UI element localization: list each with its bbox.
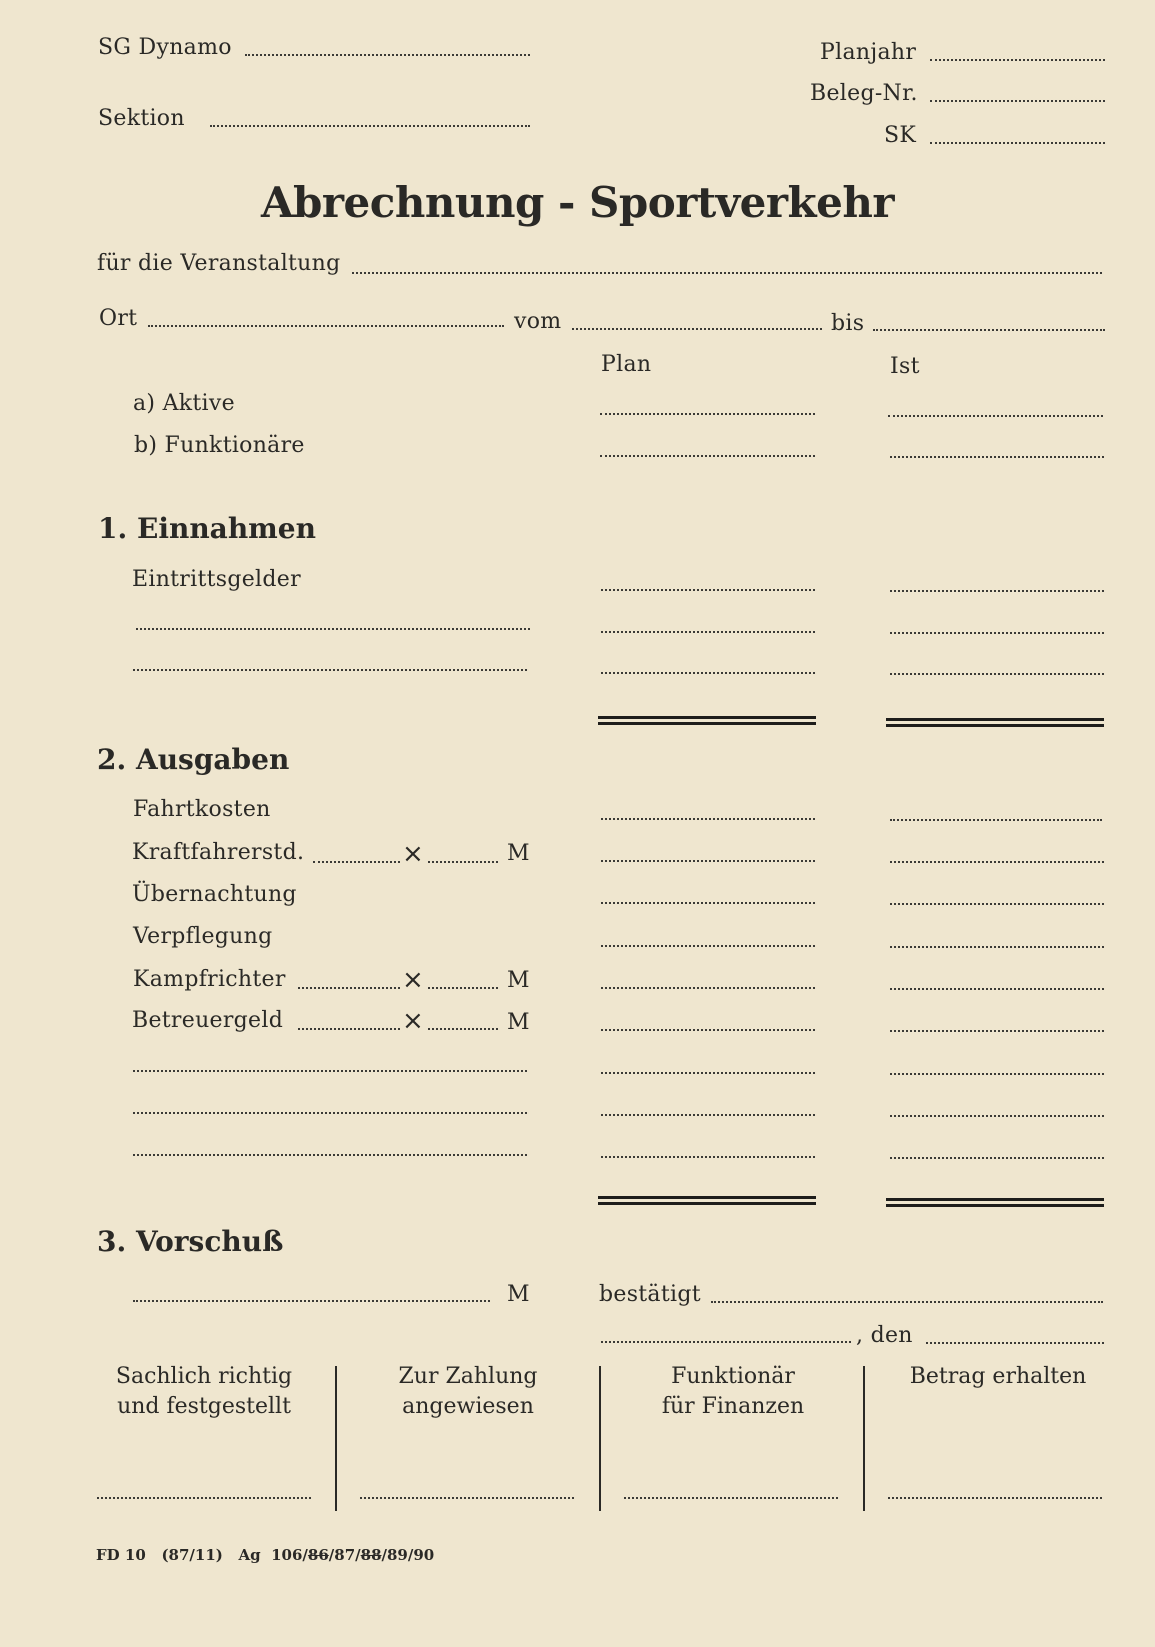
kampfrichter-label: Kampfrichter	[133, 967, 286, 992]
betrag-erhalten-line-1: Betrag erhalten	[909, 1364, 1087, 1389]
form-number: FD 10	[96, 1546, 146, 1564]
plan-column-header: Plan	[601, 352, 652, 377]
uebernachtung-plan-field[interactable]	[601, 902, 815, 904]
einnahmen-extra-1-ist-field[interactable]	[890, 632, 1104, 634]
ausgaben-extra-3-plan-field[interactable]	[601, 1156, 815, 1158]
veranstaltung-label: für die Veranstaltung	[97, 251, 341, 276]
bestaetigt-label: bestätigt	[599, 1282, 701, 1307]
ausgaben-extra-line-2[interactable]	[133, 1112, 527, 1114]
sachlich-richtig-line-1: Sachlich richtig	[115, 1364, 293, 1389]
kraftfahrer-rate-field[interactable]	[428, 861, 498, 863]
kampfrichter-ist-field[interactable]	[890, 988, 1104, 990]
kampfrichter-count-field[interactable]	[298, 987, 400, 989]
betreuergeld-label: Betreuergeld	[132, 1008, 284, 1033]
ausgaben-extra-3-ist-field[interactable]	[890, 1157, 1104, 1159]
funktionaere-plan-field[interactable]	[600, 455, 815, 457]
sachlich-richtig-line-2: und festgestellt	[117, 1394, 291, 1419]
beleg-nr-field[interactable]	[930, 100, 1105, 102]
betrag-erhalten-label	[878, 1362, 1118, 1392]
ausgaben-ist-total-rule	[886, 1198, 1104, 1207]
sg-dynamo-label: SG Dynamo	[98, 35, 232, 60]
sektion-field[interactable]	[210, 125, 530, 127]
betrag-signature-field[interactable]	[888, 1497, 1102, 1499]
zahlung-signature-field[interactable]	[360, 1497, 574, 1499]
planjahr-field[interactable]	[930, 59, 1105, 61]
form-code	[96, 1546, 434, 1564]
multiply-icon: ×	[402, 965, 424, 995]
ag-code-struck-2: 88	[360, 1546, 382, 1564]
ausgaben-heading: 2. Ausgaben	[97, 743, 290, 776]
veranstaltung-field[interactable]	[352, 272, 1102, 274]
uebernachtung-ist-field[interactable]	[890, 903, 1104, 905]
verpflegung-ist-field[interactable]	[890, 946, 1104, 948]
kampfrichter-currency: M	[507, 968, 530, 993]
einnahmen-ist-total-rule	[886, 718, 1104, 727]
einnahmen-extra-line-2[interactable]	[133, 669, 527, 671]
funktionaer-line-2: für Finanzen	[661, 1394, 805, 1419]
einnahmen-extra-line-1[interactable]	[136, 628, 530, 630]
kraftfahrer-plan-field[interactable]	[601, 860, 815, 862]
ausgaben-extra-1-ist-field[interactable]	[890, 1073, 1104, 1075]
vom-field[interactable]	[572, 328, 822, 330]
aktive-ist-field[interactable]	[888, 415, 1103, 417]
place-field[interactable]	[601, 1341, 851, 1343]
betreuergeld-count-field[interactable]	[298, 1028, 400, 1030]
ausgaben-extra-line-1[interactable]	[133, 1070, 527, 1072]
kampfrichter-rate-field[interactable]	[428, 987, 498, 989]
aktive-plan-field[interactable]	[600, 413, 815, 415]
funktionaer-finanzen-label	[613, 1362, 853, 1422]
form-title: Abrechnung - Sportverkehr	[260, 178, 895, 227]
ag-code: 106/	[271, 1546, 308, 1564]
einnahmen-extra-2-ist-field[interactable]	[890, 673, 1104, 675]
vorschuss-heading: 3. Vorschuß	[97, 1225, 284, 1258]
beleg-nr-label: Beleg-Nr.	[810, 81, 918, 106]
kampfrichter-plan-field[interactable]	[601, 987, 815, 989]
signature-divider-1	[335, 1366, 337, 1511]
signature-divider-2	[599, 1366, 601, 1511]
ausgaben-extra-1-plan-field[interactable]	[601, 1072, 815, 1074]
eintrittsgelder-plan-field[interactable]	[601, 589, 815, 591]
sk-label: SK	[884, 123, 917, 148]
sachlich-signature-field[interactable]	[97, 1497, 311, 1499]
sachlich-richtig-label	[84, 1362, 324, 1422]
kraftfahrer-ist-field[interactable]	[890, 861, 1104, 863]
bis-label: bis	[831, 311, 865, 336]
funktionaere-label: b) Funktionäre	[134, 433, 305, 458]
zur-zahlung-line-1: Zur Zahlung	[398, 1364, 538, 1389]
aktive-label: a) Aktive	[133, 391, 235, 416]
bis-field[interactable]	[873, 329, 1105, 331]
einnahmen-plan-total-rule	[598, 716, 816, 725]
kraftfahrer-label: Kraftfahrerstd.	[132, 840, 305, 865]
sk-field[interactable]	[930, 142, 1105, 144]
ausgaben-extra-2-ist-field[interactable]	[890, 1115, 1104, 1117]
ausgaben-extra-line-3[interactable]	[133, 1154, 527, 1156]
form-edition: (87/11)	[161, 1546, 223, 1564]
eintrittsgelder-ist-field[interactable]	[890, 590, 1104, 592]
ausgaben-extra-2-plan-field[interactable]	[601, 1114, 815, 1116]
funktionaer-signature-field[interactable]	[624, 1497, 838, 1499]
fahrtkosten-ist-field[interactable]	[890, 819, 1102, 821]
sg-dynamo-field[interactable]	[245, 54, 530, 56]
multiply-icon: ×	[402, 1006, 424, 1036]
zur-zahlung-label	[348, 1362, 588, 1422]
verpflegung-label: Verpflegung	[133, 924, 273, 949]
ag-code-struck: 86	[307, 1546, 329, 1564]
einnahmen-extra-2-plan-field[interactable]	[601, 672, 815, 674]
planjahr-label: Planjahr	[820, 40, 917, 65]
kraftfahrer-hours-field[interactable]	[313, 861, 400, 863]
fahrtkosten-plan-field[interactable]	[601, 818, 815, 820]
signature-divider-3	[863, 1366, 865, 1511]
betreuergeld-plan-field[interactable]	[601, 1029, 815, 1031]
vom-label: vom	[514, 309, 562, 334]
funktionaere-ist-field[interactable]	[890, 456, 1104, 458]
zur-zahlung-line-2: angewiesen	[402, 1394, 534, 1419]
fahrtkosten-label: Fahrtkosten	[133, 797, 271, 822]
date-field[interactable]	[926, 1342, 1104, 1344]
uebernachtung-label: Übernachtung	[132, 882, 297, 907]
vorschuss-amount-field[interactable]	[133, 1300, 490, 1302]
ist-column-header: Ist	[890, 354, 920, 379]
eintrittsgelder-label: Eintrittsgelder	[132, 567, 301, 592]
vorschuss-currency: M	[507, 1282, 530, 1307]
ag-code-rest: /87/	[328, 1546, 361, 1564]
verpflegung-plan-field[interactable]	[601, 945, 815, 947]
sektion-label: Sektion	[98, 106, 185, 131]
betreuergeld-ist-field[interactable]	[890, 1030, 1104, 1032]
betreuergeld-currency: M	[507, 1010, 530, 1035]
bestaetigt-field[interactable]	[711, 1301, 1103, 1303]
einnahmen-extra-1-plan-field[interactable]	[601, 631, 815, 633]
ort-field[interactable]	[148, 325, 504, 327]
ausgaben-plan-total-rule	[598, 1196, 816, 1205]
ag-prefix: Ag	[238, 1546, 261, 1564]
funktionaer-line-1: Funktionär	[671, 1364, 795, 1389]
den-label: , den	[856, 1323, 913, 1348]
kraftfahrer-currency: M	[507, 841, 530, 866]
ag-code-tail: /89/90	[381, 1546, 435, 1564]
ort-label: Ort	[99, 306, 138, 331]
multiply-icon: ×	[402, 839, 424, 869]
betreuergeld-rate-field[interactable]	[428, 1028, 498, 1030]
einnahmen-heading: 1. Einnahmen	[98, 512, 316, 545]
